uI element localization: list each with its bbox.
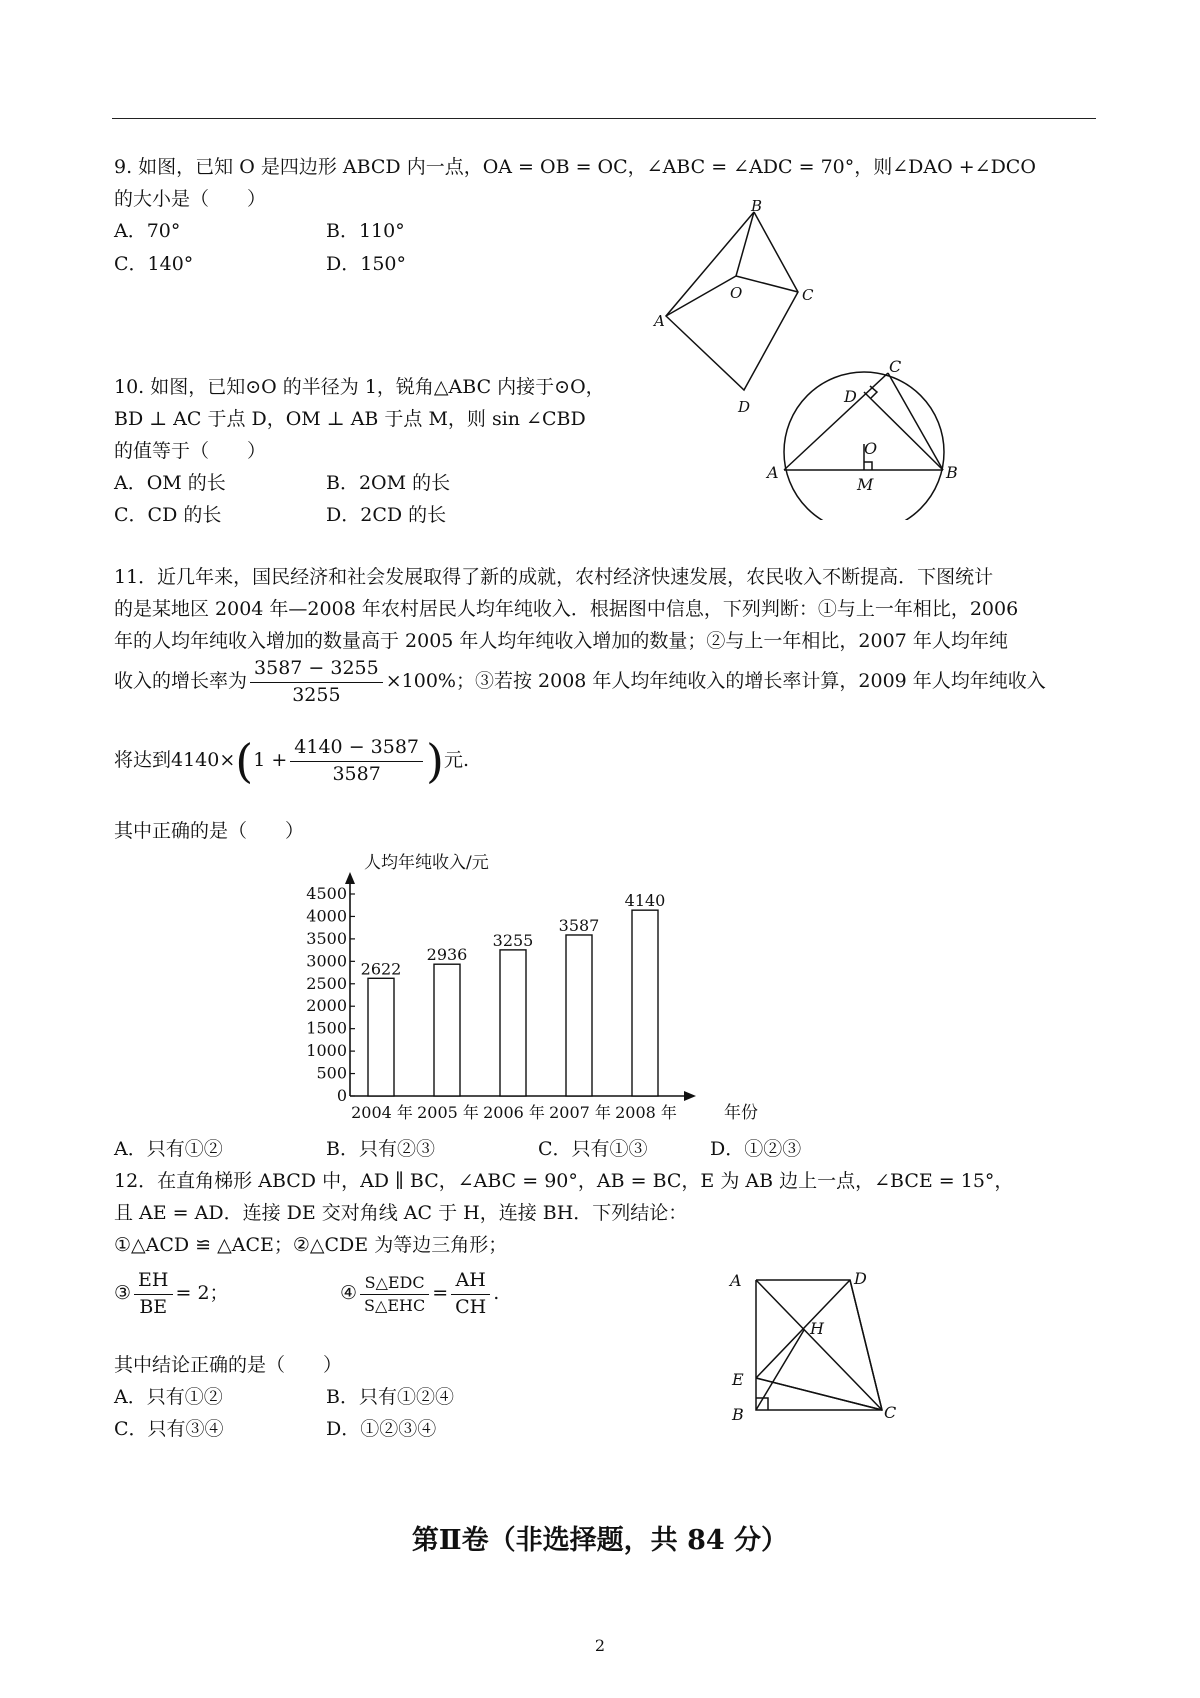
- q12-item4-num: S△EDC: [360, 1272, 429, 1295]
- chart-y-tick-label: 0: [336, 1086, 347, 1105]
- q11-stem-line1: 11．近几年来，国民经济和社会发展取得了新的成就，农村经济快速发展，农民收入不断提高．下图统计: [114, 566, 994, 588]
- chart-bar: [566, 935, 592, 1096]
- chart-y-tick-label: 3500: [306, 928, 347, 948]
- chart-x-tick-label: 2007 年: [549, 1103, 611, 1122]
- q12-trapezoid-figure: [720, 1268, 900, 1433]
- q11-option-c: C．只有①③: [538, 1138, 648, 1160]
- q11-line4-suffix: ×100%；③若按 2008 年人均年纯收入的增长率计算，2009 年人均年纯收入: [385, 670, 1046, 693]
- q12-label-a: A: [730, 1271, 742, 1290]
- q10-option-c: C．CD 的长: [114, 504, 222, 526]
- q9-option-c: C．140°: [114, 253, 194, 275]
- q12-label-e: E: [732, 1370, 744, 1389]
- q12-label-b: B: [732, 1405, 744, 1424]
- q12-label-d: D: [854, 1269, 867, 1288]
- q12-label-c: C: [884, 1403, 897, 1422]
- q12-item4-den: S△EHC: [364, 1295, 426, 1315]
- chart-y-tick-label: 3000: [306, 951, 347, 971]
- q12-stem-line1: 12．在直角梯形 ABCD 中，AD ∥ BC，∠ABC = 90°，AB = BC，E 为 AB 边上一点，∠BCE = 15°，: [114, 1170, 1014, 1192]
- q12-item3-fraction: [134, 1268, 172, 1320]
- chart-y-tick-label: 4500: [306, 884, 347, 903]
- q10-stem-line2: BD ⊥ AC 于点 D，OM ⊥ AB 于点 M，则 sin ∠CBD: [114, 408, 586, 430]
- q12-question: 其中结论正确的是（ ）: [114, 1354, 343, 1376]
- q11-line5-prefix: 将达到4140×: [114, 749, 236, 771]
- q11-line4-prefix: 收入的增长率为: [114, 670, 248, 693]
- q12-stem-line2: 且 AE = AD．连接 DE 交对角线 AC 于 H，连接 BH．下列结论：: [114, 1202, 688, 1224]
- q12-item4-den2: CH: [455, 1295, 487, 1318]
- q11-line5-one: 1 +: [253, 749, 288, 771]
- chart-y-tick-label: 4000: [306, 906, 347, 926]
- chart-x-tick-label: 2004 年: [351, 1103, 413, 1122]
- chart-y-tick-label: 1000: [306, 1041, 347, 1061]
- q10-label-m: M: [857, 475, 874, 494]
- q10-circle-figure: [760, 360, 960, 520]
- q11-question: 其中正确的是（ ）: [114, 820, 305, 842]
- q11-option-d: D．①②③: [710, 1138, 802, 1160]
- q9-label-b: B: [751, 200, 763, 215]
- income-bar-chart: [280, 848, 800, 1138]
- q11-fraction-2: [290, 735, 423, 787]
- q12-item4-equals: =: [432, 1282, 449, 1305]
- q11-fraction-1-num: 3587 − 3255: [250, 656, 383, 683]
- chart-bar: [500, 950, 526, 1096]
- q9-label-d: D: [738, 398, 751, 416]
- q12-item3-prefix: ③: [114, 1282, 132, 1305]
- chart-x-tick-label: 2005 年: [417, 1103, 479, 1122]
- q9-stem-line1: 9. 如图，已知 O 是四边形 ABCD 内一点，OA = OB = OC，∠ABC = ∠ADC = 70°，则∠DAO +∠DCO: [114, 156, 1036, 178]
- chart-x-tick-label: 2008 年: [615, 1103, 677, 1122]
- q10-option-b: B．2OM 的长: [326, 472, 451, 494]
- q10-label-c: C: [889, 360, 902, 376]
- q11-fraction-1-den: 3255: [292, 683, 341, 706]
- q10-label-o: O: [864, 439, 878, 458]
- chart-y-tick-label: 2000: [306, 996, 347, 1016]
- chart-bar-value-label: 3255: [492, 930, 534, 950]
- q9-label-a: A: [654, 312, 665, 330]
- q11-fraction-2-num: 4140 − 3587: [290, 735, 423, 762]
- q12-item-4: [340, 1268, 499, 1320]
- q11-line5-suffix: 元.: [443, 749, 470, 771]
- q12-item3-den: BE: [139, 1295, 168, 1318]
- chart-bar-value-label: 2936: [426, 945, 468, 965]
- q12-option-c: C．只有③④: [114, 1418, 224, 1440]
- q12-item3-num: EH: [134, 1268, 172, 1295]
- q10-stem-line1: 10. 如图，已知⊙O 的半径为 1，锐角△ABC 内接于⊙O，: [114, 376, 605, 398]
- q9-stem-line2: 的大小是（ ）: [114, 188, 267, 210]
- q12-item4-suffix: .: [493, 1282, 500, 1305]
- chart-bar: [434, 964, 460, 1096]
- chart-x-axis-label: 年份: [724, 1103, 758, 1123]
- q11-stem-line4: [114, 656, 1046, 708]
- q12-label-h: H: [810, 1319, 824, 1338]
- q10-option-a: A．OM 的长: [114, 472, 226, 494]
- q11-fraction-1: [250, 656, 383, 708]
- q12-option-a: A．只有①②: [114, 1386, 223, 1408]
- q11-stem-line3: 年的人均年纯收入增加的数量高于 2005 年人均年纯收入增加的数量；②与上一年相比，2007 年人均年纯: [114, 630, 1008, 652]
- chart-bar-value-label: 3587: [558, 915, 600, 935]
- q10-option-d: D．2CD 的长: [326, 504, 447, 526]
- q9-option-d: D．150°: [326, 253, 406, 275]
- q12-item4-prefix: ④: [340, 1282, 358, 1305]
- chart-bar: [368, 978, 394, 1096]
- q12-item3-suffix: = 2；: [175, 1282, 229, 1305]
- chart-bar: [632, 910, 658, 1096]
- q12-option-d: D．①②③④: [326, 1418, 437, 1440]
- q12-item-3: [114, 1268, 229, 1320]
- header-rule: [112, 118, 1096, 119]
- chart-y-tick-label: 2500: [306, 973, 347, 993]
- q9-label-o: O: [730, 284, 743, 302]
- section-title: 第Ⅱ卷（非选择题，共 84 分）: [411, 1525, 789, 1556]
- q11-option-a: A．只有①②: [114, 1138, 223, 1160]
- q10-label-b: B: [946, 463, 958, 482]
- chart-bar-value-label: 4140: [624, 891, 666, 911]
- q10-stem-line3: 的值等于（ ）: [114, 440, 267, 462]
- q11-stem-line2: 的是某地区 2004 年—2008 年农村居民人均年纯收入．根据图中信息，下列判断：①与上一年相比，2006: [114, 598, 1019, 620]
- chart-y-axis-arrow: [345, 872, 355, 884]
- page-number: 2: [594, 1636, 606, 1655]
- chart-y-axis-label: 人均年纯收入/元: [364, 853, 489, 873]
- q9-label-c: C: [802, 286, 814, 304]
- q9-option-a: A．70°: [114, 220, 181, 242]
- chart-y-tick-label: 1500: [306, 1018, 347, 1038]
- chart-y-tick-label: 500: [316, 1063, 347, 1083]
- q10-label-a: A: [767, 463, 779, 482]
- q12-item4-num2: AH: [451, 1268, 490, 1295]
- q9-option-b: B．110°: [326, 220, 405, 242]
- q12-item4-fraction-1: [360, 1272, 429, 1316]
- q10-label-d: D: [844, 387, 857, 406]
- chart-x-tick-label: 2006 年: [483, 1103, 545, 1122]
- q12-option-b: B．只有①②④: [326, 1386, 454, 1408]
- q11-paren-open: (: [235, 734, 254, 788]
- q12-item4-fraction-2: [451, 1268, 490, 1320]
- chart-x-axis-arrow: [684, 1091, 696, 1101]
- q11-stem-line5: [114, 734, 469, 788]
- q12-stem-line3: ①△ACD ≌ △ACE；②△CDE 为等边三角形；: [114, 1234, 508, 1256]
- q11-option-b: B．只有②③: [326, 1138, 435, 1160]
- q11-fraction-2-den: 3587: [332, 762, 381, 785]
- chart-bar-value-label: 2622: [360, 959, 402, 979]
- q11-paren-close: ): [426, 734, 444, 788]
